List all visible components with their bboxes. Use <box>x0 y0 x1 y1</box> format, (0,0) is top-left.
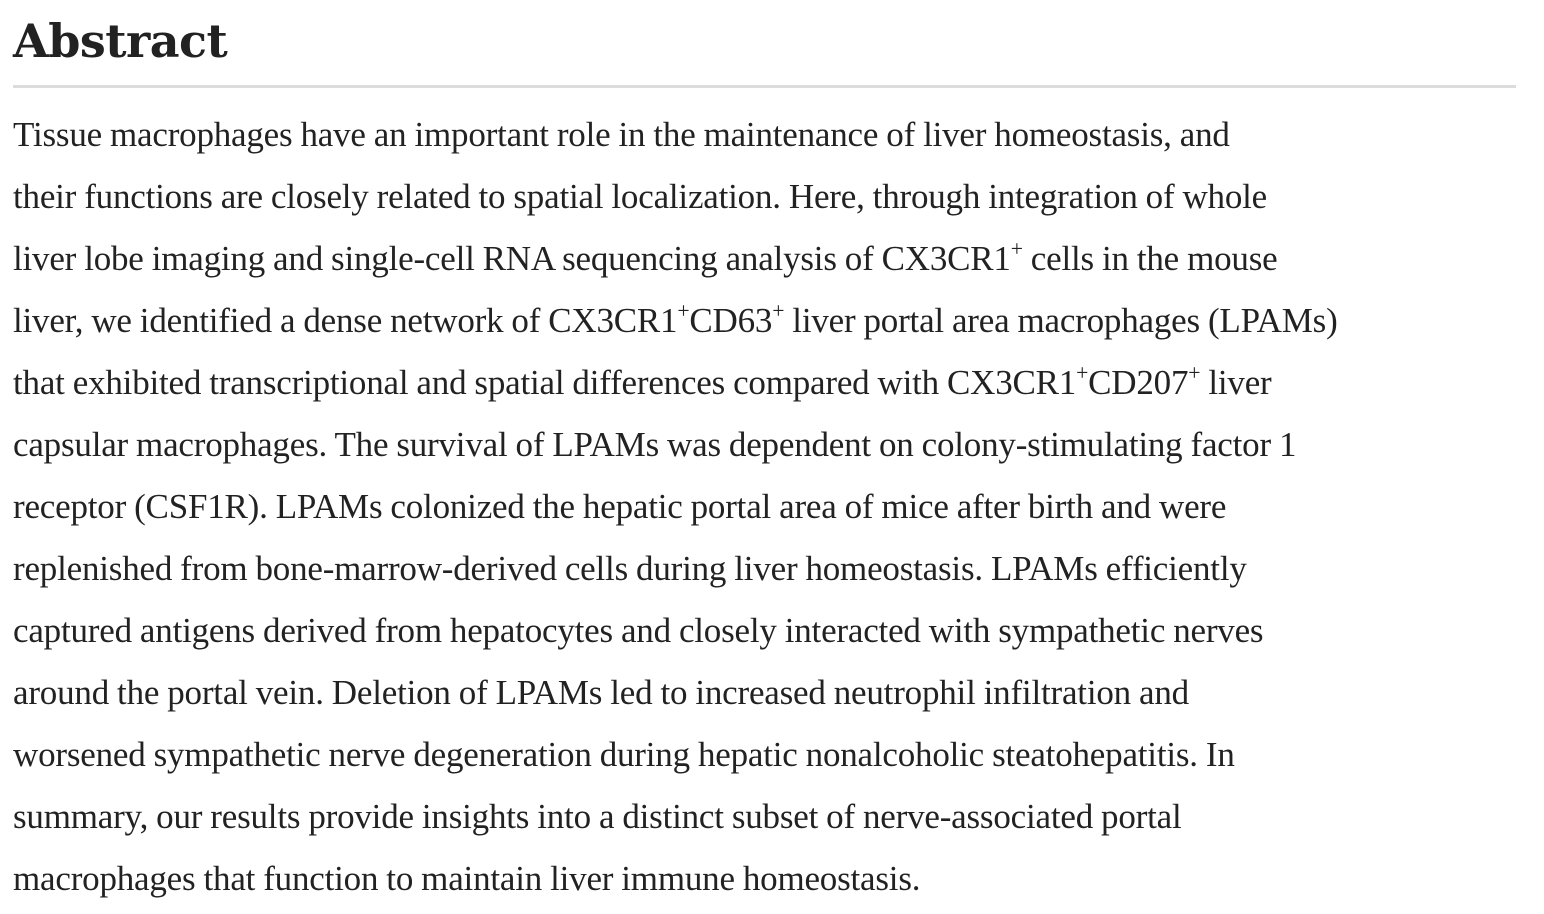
abstract-heading: Abstract <box>13 14 228 68</box>
abstract-line <box>13 476 1516 538</box>
abstract-line <box>13 290 1516 352</box>
abstract-line <box>13 166 1516 228</box>
abstract-text: CD63 <box>689 301 773 340</box>
abstract-text: Tissue macrophages have an important role in the maintenance of liver homeostasis, and <box>13 115 1230 154</box>
abstract-text: captured antigens derived from hepatocytes and closely interacted with sympathetic nerves <box>13 611 1264 650</box>
abstract-line <box>13 538 1516 600</box>
abstract-text: cells in the mouse <box>1022 239 1278 278</box>
abstract-text: replenished from bone-marrow-derived cells during liver homeostasis. LPAMs efficiently <box>13 549 1247 588</box>
abstract-text: around the portal vein. Deletion of LPAMs led to increased neutrophil infiltration and <box>13 673 1189 712</box>
abstract-text: liver <box>1200 363 1272 402</box>
abstract-line <box>13 414 1516 476</box>
superscript-plus: + <box>677 298 690 323</box>
abstract-text: liver portal area macrophages (LPAMs) <box>784 301 1338 340</box>
superscript-plus: + <box>1188 360 1201 385</box>
abstract-text: capsular macrophages. The survival of LPAMs was dependent on colony-stimulating factor 1 <box>13 425 1297 464</box>
abstract-line <box>13 352 1516 414</box>
abstract-text: liver, we identified a dense network of CX3CR1 <box>13 301 678 340</box>
abstract-paragraph <box>13 104 1516 910</box>
abstract-text: CD207 <box>1088 363 1189 402</box>
abstract-text: their functions are closely related to spatial localization. Here, through integration of whole <box>13 177 1268 216</box>
abstract-line <box>13 228 1516 290</box>
superscript-plus: + <box>1076 360 1089 385</box>
superscript-plus: + <box>772 298 785 323</box>
superscript-plus: + <box>1010 236 1023 261</box>
abstract-text: that exhibited transcriptional and spatial differences compared with CX3CR1 <box>13 363 1077 402</box>
abstract-line <box>13 848 1516 910</box>
abstract-text: summary, our results provide insights into a distinct subset of nerve-associated portal <box>13 797 1182 836</box>
abstract-line <box>13 724 1516 786</box>
abstract-line <box>13 786 1516 848</box>
abstract-text: macrophages that function to maintain liver immune homeostasis. <box>13 859 921 898</box>
abstract-line <box>13 662 1516 724</box>
abstract-line <box>13 104 1516 166</box>
abstract-line <box>13 600 1516 662</box>
abstract-text: worsened sympathetic nerve degeneration during hepatic nonalcoholic steatohepatitis. In <box>13 735 1235 774</box>
abstract-text: receptor (CSF1R). LPAMs colonized the hepatic portal area of mice after birth and were <box>13 487 1227 526</box>
heading-divider <box>13 85 1516 88</box>
abstract-section <box>13 12 1516 910</box>
abstract-text: liver lobe imaging and single-cell RNA sequencing analysis of CX3CR1 <box>13 239 1011 278</box>
